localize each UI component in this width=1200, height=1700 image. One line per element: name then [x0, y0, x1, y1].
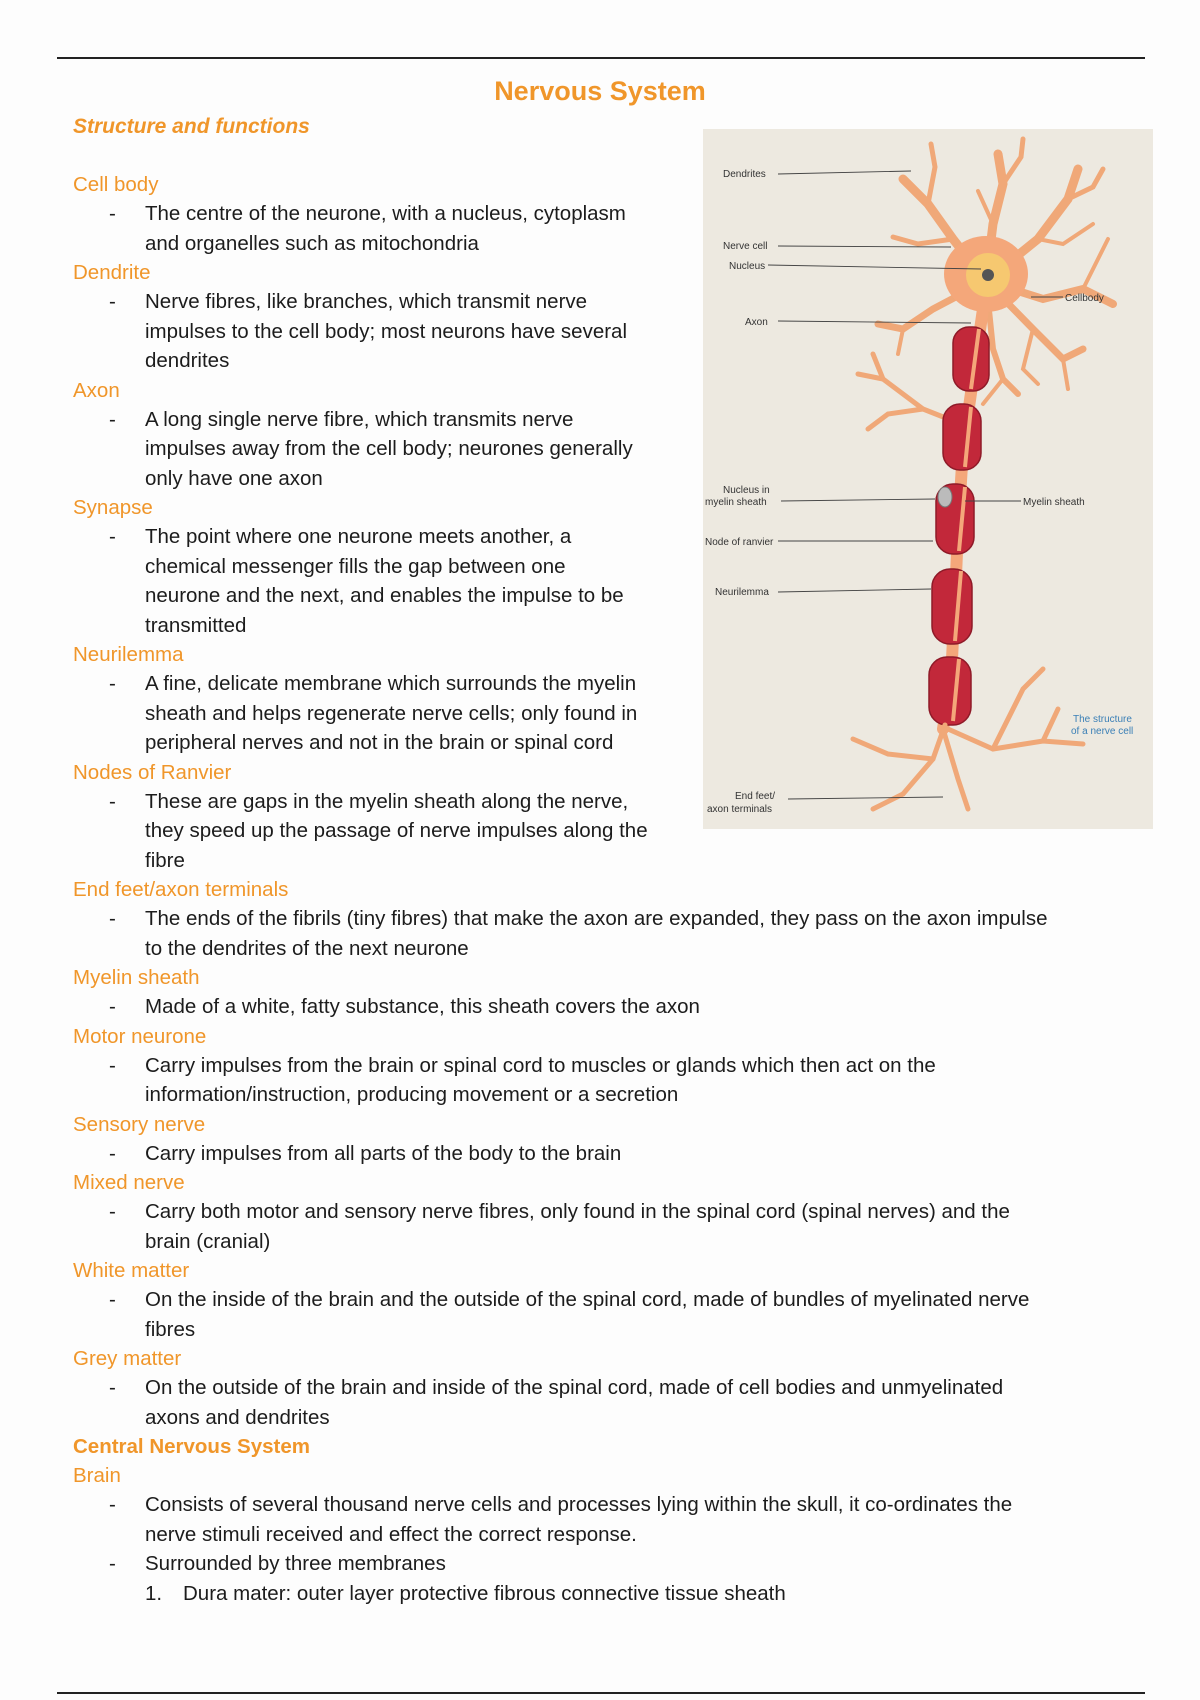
bottom-rule	[57, 1692, 1145, 1694]
list-item: - Surrounded by three membranes	[73, 1549, 1133, 1579]
cns-heading: Central Nervous System	[73, 1435, 310, 1458]
list-item: - The centre of the neurone, with a nucleus, cytoplasm and organelles such as mitochondria	[73, 199, 755, 258]
label-node-of-ranvier: Node of ranvier	[705, 537, 774, 548]
label-myelin-sheath: Myelin sheath	[1023, 497, 1085, 508]
bullet-dash: -	[109, 1288, 116, 1311]
page-title: Nervous System	[494, 76, 706, 106]
list-item: - These are gaps in the myelin sheath along the nerve, they speed up the passage of nerve impulses along the fibre	[73, 787, 755, 876]
label-axon: Axon	[745, 317, 768, 328]
list-item: - Carry impulses from the brain or spinal cord to muscles or glands which then act on the information/instruction, producing movement or a secretion	[73, 1051, 1133, 1110]
term-heading: Myelin sheath	[73, 966, 200, 989]
bullet-dash: -	[109, 290, 116, 313]
term-heading: Mixed nerve	[73, 1171, 185, 1194]
label-nucleus-myelin-line1: Nucleus in	[723, 485, 770, 496]
list-number: 1.	[145, 1581, 163, 1605]
list-item: - The point where one neurone meets another, a chemical messenger fills the gap between one neurone and the next, and enables the impulse to be transmitted	[73, 522, 755, 640]
label-nucleus: Nucleus	[729, 261, 766, 272]
list-item: - The ends of the fibrils (tiny fibres) that make the axon are expanded, they pass on the axon impulse to the dendrites of the next neurone	[73, 904, 1133, 963]
bullet-dash: -	[109, 672, 116, 695]
bullet-dash: -	[109, 789, 116, 813]
bullet-dash: -	[109, 1053, 116, 1077]
term-heading: Neurilemma	[73, 643, 184, 666]
list-item: - A fine, delicate membrane which surrounds the myelin sheath and helps regenerate nerve cells; only found in peripheral nerves and not in the brain or spinal cord	[73, 669, 755, 758]
bullet-dash: -	[109, 407, 116, 431]
bullet-dash: -	[109, 1200, 116, 1223]
label-cell-body: Cellbody	[1065, 293, 1104, 304]
term-heading: Sensory nerve	[73, 1112, 206, 1136]
term-heading: Synapse	[73, 496, 153, 519]
neuron-illustration	[703, 129, 1153, 829]
numbered-item: 1. Dura mater: outer layer protective fibrous connective tissue sheath	[73, 1579, 1133, 1609]
list-item: - On the inside of the brain and the outside of the spinal cord, made of bundles of myelinated nerve fibres	[73, 1285, 1133, 1344]
label-end-feet-line2: axon terminals	[707, 804, 773, 815]
bullet-dash: -	[109, 1141, 116, 1165]
label-nucleus-myelin-line2: myelin sheath	[705, 497, 767, 508]
term-heading: Grey matter	[73, 1347, 182, 1370]
list-item: - Consists of several thousand nerve cells and processes lying within the skull, it co-ordinates the nerve stimuli received and effect the correct response.	[73, 1490, 1133, 1549]
term-heading: Motor neurone	[73, 1024, 207, 1048]
neuron-diagram	[703, 129, 1153, 829]
term-heading: Nodes of Ranvier	[73, 760, 232, 784]
bullet-dash: -	[109, 1552, 116, 1575]
label-dendrites: Dendrites	[723, 169, 766, 180]
label-end-feet-line1: End feet/	[735, 791, 776, 802]
section-subtitle: Structure and functions	[73, 115, 310, 138]
caption-line1: The structure	[1073, 714, 1132, 725]
top-rule	[57, 57, 1145, 59]
term-heading: Cell body	[73, 173, 159, 196]
bullet-dash: -	[109, 202, 116, 225]
term-heading: End feet/axon terminals	[73, 878, 289, 901]
bullet-dash: -	[109, 907, 116, 930]
list-item: - Carry impulses from all parts of the body to the brain	[73, 1139, 1133, 1169]
term-heading: Dendrite	[73, 261, 151, 284]
bullet-dash: -	[109, 525, 116, 548]
term-heading: Axon	[73, 378, 120, 402]
label-neurilemma: Neurilemma	[715, 587, 769, 598]
nucleus-shape	[982, 269, 994, 281]
term-heading: White matter	[73, 1259, 190, 1282]
label-nerve-cell: Nerve cell	[723, 241, 768, 252]
bullet-dash: -	[109, 1493, 116, 1516]
list-item: - A long single nerve fibre, which transmits nerve impulses away from the cell body; neurones generally only have one axon	[73, 405, 755, 494]
term-heading: Brain	[73, 1464, 121, 1487]
list-item: - Carry both motor and sensory nerve fibres, only found in the spinal cord (spinal nerves) and the brain (cranial)	[73, 1197, 1133, 1256]
myelin-nucleus-shape	[938, 487, 952, 507]
list-item: - Made of a white, fatty substance, this sheath covers the axon	[73, 992, 1133, 1022]
list-item: - Nerve fibres, like branches, which transmit nerve impulses to the cell body; most neurons have several dendrites	[73, 287, 755, 376]
bullet-dash: -	[109, 995, 116, 1018]
caption-line2: of a nerve cell	[1071, 726, 1134, 737]
bullet-dash: -	[109, 1376, 116, 1399]
list-item: - On the outside of the brain and inside of the spinal cord, made of cell bodies and unmyelinated axons and dendrites	[73, 1373, 1133, 1432]
